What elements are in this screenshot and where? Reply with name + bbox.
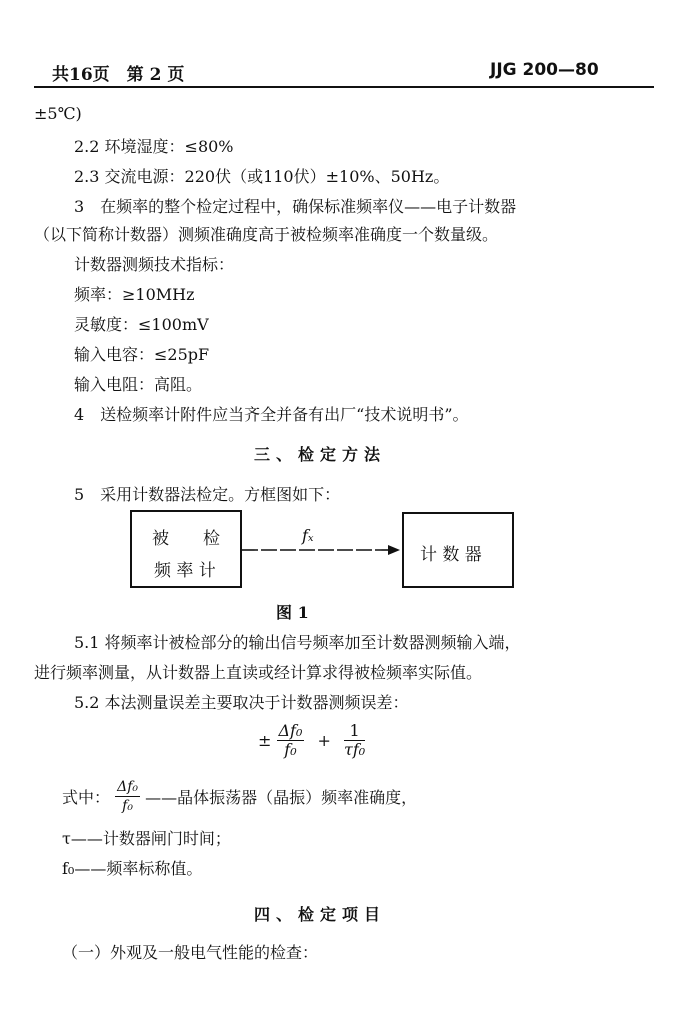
text-line: 2.2 环境湿度：≤80% <box>74 137 234 156</box>
text-line: 5.2 本法测量误差主要取决于计数器测频误差： <box>74 693 409 712</box>
box-label: 计 数 器 <box>420 545 482 565</box>
text-line: 5.1 将频率计被检部分的输出信号频率加至计数器测频输入端， <box>74 633 521 652</box>
page-counter: 共16页 第 2 页 <box>52 65 185 85</box>
signal-arrow <box>242 536 402 560</box>
box-label: 被 检 <box>152 529 220 549</box>
numerator: 1 <box>344 722 365 741</box>
standard-code: JJG 200—80 <box>490 60 599 80</box>
text-line: 2.3 交流电源：220伏（或110伏）±10%、50Hz。 <box>74 167 450 186</box>
section-heading-3: 三、检定方法 <box>254 445 387 464</box>
counter-box <box>402 512 514 588</box>
text-line: 3 在频率的整个检定过程中，确保标准频率仪——电子计数器 <box>74 197 517 216</box>
text-line: ±5℃) <box>34 104 82 123</box>
text-line: 4 送检频率计附件应当齐全并备有出厂“技术说明书”。 <box>74 405 469 424</box>
numerator: Δf₀ <box>117 779 139 795</box>
box-label: 频 率 计 <box>154 561 216 581</box>
definition-line: τ——计数器闸门时间； <box>62 829 231 848</box>
denominator: f₀ <box>284 740 297 759</box>
text-line: 灵敏度：≤100mV <box>74 315 209 334</box>
fraction <box>277 722 305 759</box>
definition-text: ——晶体振荡器（晶振）频率准确度， <box>145 788 418 807</box>
error-formula <box>258 722 365 759</box>
text-line: 频率：≥10MHz <box>74 285 195 304</box>
text-line: 计数器测频技术指标： <box>74 255 235 274</box>
plus-minus-sign: ± <box>258 731 272 750</box>
denominator: τf₀ <box>343 740 366 759</box>
section-heading-4: 四、检定项目 <box>254 905 387 924</box>
text-line: 输入电容：≤25pF <box>74 345 210 364</box>
text-line: （以下简称计数器）测频准确度高于被检频率准确度一个数量级。 <box>34 225 499 244</box>
definition-prefix: 式中： <box>62 788 111 807</box>
text-line: 5 采用计数器法检定。方框图如下： <box>74 485 341 504</box>
text-line: （一）外观及一般电气性能的检查： <box>62 943 319 962</box>
definition-line: f₀——频率标称值。 <box>62 859 203 878</box>
numerator: Δf₀ <box>278 721 303 740</box>
denominator: f₀ <box>122 798 133 814</box>
plus-sign: + <box>317 731 331 750</box>
header-rule <box>34 86 654 88</box>
device-under-test-box <box>130 510 242 588</box>
text-line: 进行频率测量，从计数器上直读或经计算求得被检频率实际值。 <box>34 663 483 682</box>
figure-caption: 图 1 <box>276 603 309 622</box>
definition-line <box>62 778 417 815</box>
fraction <box>344 722 365 759</box>
text-line: 输入电阻：高阻。 <box>74 375 203 394</box>
fraction <box>115 778 140 815</box>
arrow-label: fₓ <box>302 526 314 545</box>
